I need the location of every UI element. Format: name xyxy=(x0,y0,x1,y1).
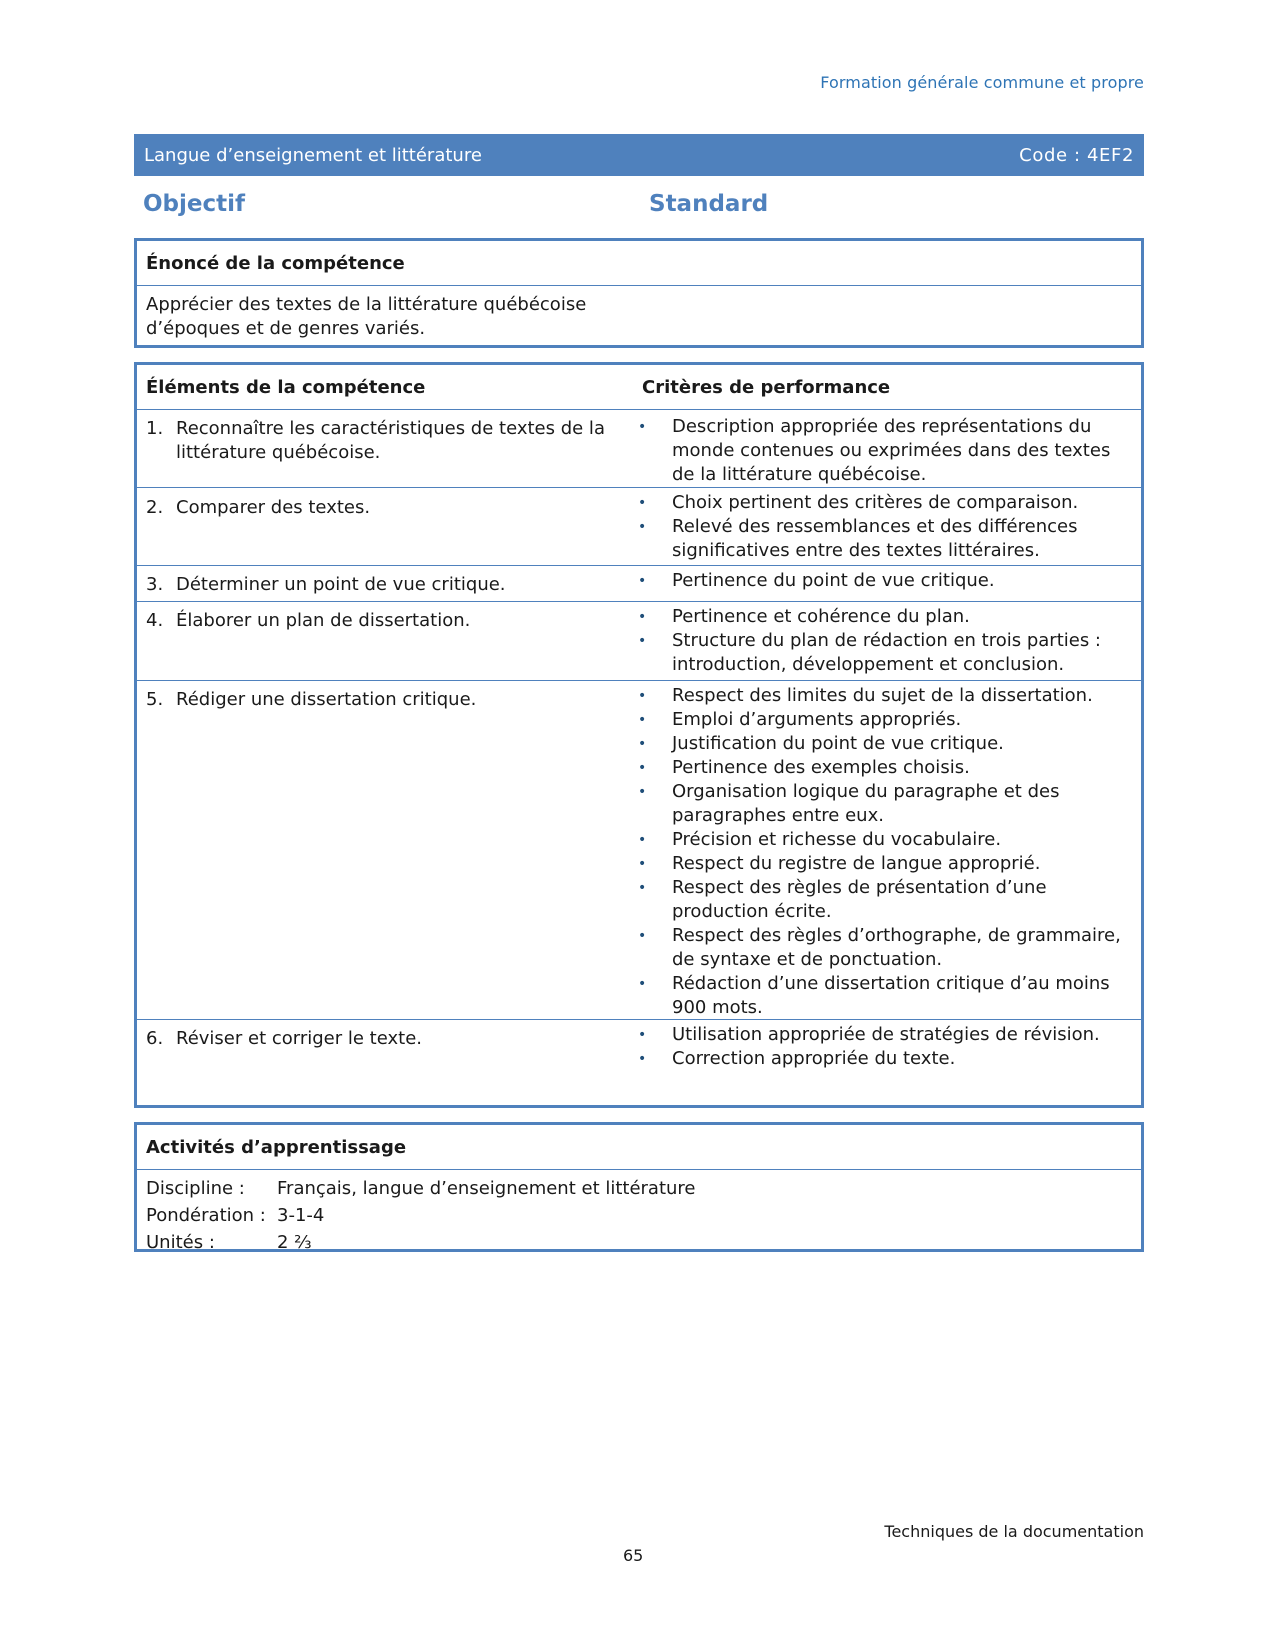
bullet-icon: • xyxy=(638,880,647,896)
critere-item: • Respect du registre de langue approprié. xyxy=(632,852,1133,876)
critere-item: • Rédaction d’une dissertation critique d’au moins 900 mots. xyxy=(632,972,1133,1020)
bullet-icon: • xyxy=(638,688,647,704)
course-banner xyxy=(134,134,1144,176)
element-text: Élaborer un plan de dissertation. xyxy=(176,610,471,631)
critere-item: • Justification du point de vue critique. xyxy=(632,732,1133,756)
critere-item: • Respect des limites du sujet de la dissertation. xyxy=(632,684,1133,708)
bullet-icon: • xyxy=(638,760,647,776)
element-text: Déterminer un point de vue critique. xyxy=(176,574,506,595)
element-text: Réviser et corriger le texte. xyxy=(176,1028,422,1049)
col-header-elements: Éléments de la compétence xyxy=(146,376,426,398)
critere-item: • Pertinence des exemples choisis. xyxy=(632,756,1133,780)
element-text: Reconnaître les caractéristiques de textes de la littérature québécoise. xyxy=(176,418,605,463)
critere-item: • Respect des règles de présentation d’une production écrite. xyxy=(632,876,1133,924)
bullet-icon: • xyxy=(638,712,647,728)
table-row xyxy=(137,409,1141,487)
critere-item: • Correction appropriée du texte. xyxy=(632,1047,1133,1071)
field-label: Unités : xyxy=(146,1232,215,1253)
elements-criteres-table xyxy=(134,362,1144,1108)
enonce-text: Apprécier des textes de la littérature québécoise d’époques et de genres variés. xyxy=(146,294,587,339)
enonce-content-row xyxy=(137,285,1141,342)
element-text: Rédiger une dissertation critique. xyxy=(176,689,477,710)
table-header-row xyxy=(137,365,1141,409)
bullet-icon: • xyxy=(638,495,647,511)
section-headings xyxy=(143,191,1143,225)
element-number: 1. xyxy=(146,418,164,439)
bullet-icon: • xyxy=(638,633,647,649)
field-ponderation xyxy=(146,1202,1132,1229)
critere-item: • Structure du plan de rédaction en trois parties : introduction, développement et conclusion. xyxy=(632,629,1133,677)
course-subject: Langue d’enseignement et littérature xyxy=(144,144,482,166)
bullet-icon: • xyxy=(638,519,647,535)
enonce-box xyxy=(134,238,1144,348)
page-number: 65 xyxy=(623,1546,644,1565)
element-number: 3. xyxy=(146,574,164,595)
element-number: 5. xyxy=(146,689,164,710)
footer-program-title: Techniques de la documentation xyxy=(884,1522,1144,1541)
table-row xyxy=(137,565,1141,601)
field-value: Français, langue d’enseignement et littérature xyxy=(277,1178,696,1199)
element-text: Comparer des textes. xyxy=(176,497,371,518)
bullet-icon: • xyxy=(638,1051,647,1067)
col-header-criteres: Critères de performance xyxy=(642,376,891,398)
critere-item: • Pertinence du point de vue critique. xyxy=(632,569,1133,593)
bullet-icon: • xyxy=(638,736,647,752)
bullet-icon: • xyxy=(638,856,647,872)
bullet-icon: • xyxy=(638,573,647,589)
field-label: Discipline : xyxy=(146,1178,245,1199)
bullet-icon: • xyxy=(638,419,647,435)
activites-title: Activités d’apprentissage xyxy=(146,1136,407,1158)
enonce-header-row xyxy=(137,241,1141,285)
field-discipline xyxy=(146,1175,1132,1202)
critere-item: • Emploi d’arguments appropriés. xyxy=(632,708,1133,732)
bullet-icon: • xyxy=(638,609,647,625)
activites-content-row xyxy=(137,1169,1141,1256)
critere-item: • Précision et richesse du vocabulaire. xyxy=(632,828,1133,852)
critere-item: • Organisation logique du paragraphe et des paragraphes entre eux. xyxy=(632,780,1133,828)
field-value: 2 ⅔ xyxy=(277,1232,312,1253)
critere-item: • Description appropriée des représentations du monde contenues ou exprimées dans des textes de la littérature québécoise. xyxy=(632,415,1133,487)
bullet-icon: • xyxy=(638,976,647,992)
field-label: Pondération : xyxy=(146,1205,266,1226)
activites-header-row xyxy=(137,1125,1141,1169)
bullet-icon: • xyxy=(638,1027,647,1043)
heading-objectif: Objectif xyxy=(143,191,246,217)
critere-item: • Respect des règles d’orthographe, de grammaire, de syntaxe et de ponctuation. xyxy=(632,924,1133,972)
element-number: 2. xyxy=(146,497,164,518)
heading-standard: Standard xyxy=(649,191,769,217)
element-number: 4. xyxy=(146,610,164,631)
course-code: Code : 4EF2 xyxy=(1019,144,1134,166)
critere-item: • Relevé des ressemblances et des différences significatives entre des textes littéraires. xyxy=(632,515,1133,563)
critere-item: • Pertinence et cohérence du plan. xyxy=(632,605,1133,629)
table-row xyxy=(137,601,1141,680)
running-head: Formation générale commune et propre xyxy=(820,73,1144,92)
element-number: 6. xyxy=(146,1028,164,1049)
table-row xyxy=(137,680,1141,1019)
table-row xyxy=(137,1019,1141,1076)
activites-box xyxy=(134,1122,1144,1252)
table-row xyxy=(137,487,1141,565)
bullet-icon: • xyxy=(638,832,647,848)
bullet-icon: • xyxy=(638,928,647,944)
bullet-icon: • xyxy=(638,784,647,800)
enonce-title: Énoncé de la compétence xyxy=(146,252,405,274)
field-unites xyxy=(146,1229,1132,1256)
critere-item: • Utilisation appropriée de stratégies de révision. xyxy=(632,1023,1133,1047)
critere-item: • Choix pertinent des critères de comparaison. xyxy=(632,491,1133,515)
field-value: 3-1-4 xyxy=(277,1205,325,1226)
